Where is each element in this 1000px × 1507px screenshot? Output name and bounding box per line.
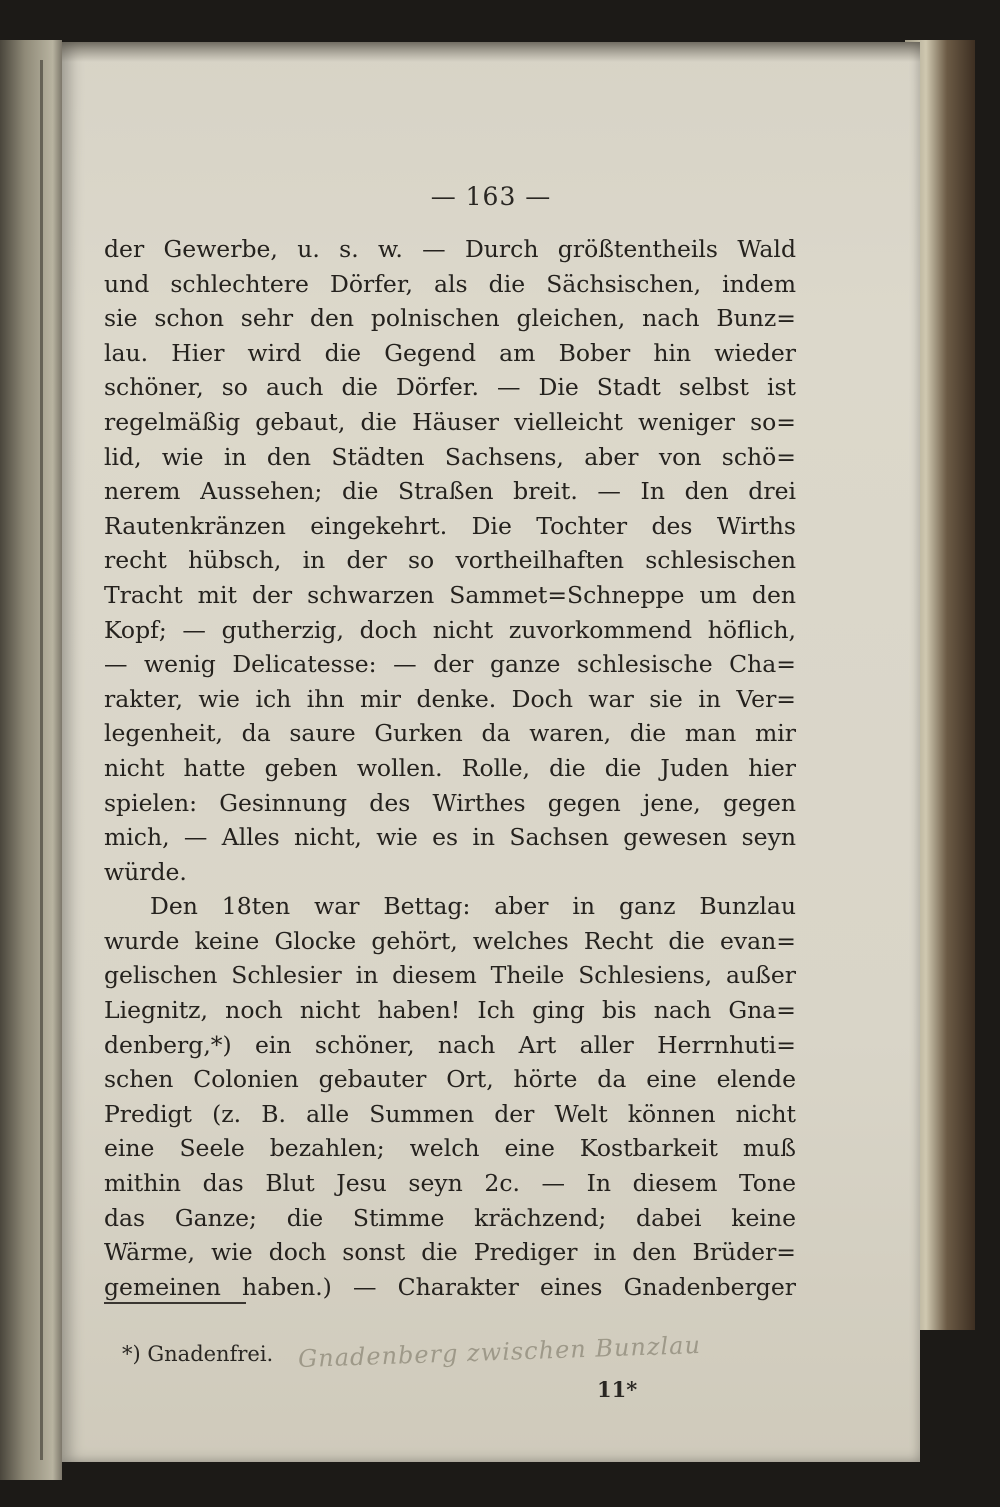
- text-line: lid, wie in den Städten Sachsens, aber von schö=: [104, 442, 796, 471]
- left-page-edge: [0, 40, 62, 1480]
- text-line: Rautenkränzen eingekehrt. Die Tochter des Wirths: [104, 511, 796, 540]
- text-line: Tracht mit der schwarzen Sammet=Schneppe um den: [104, 580, 796, 609]
- text-line: regelmäßig gebaut, die Häuser vielleicht weniger so=: [104, 407, 796, 436]
- text-line: recht hübsch, in der so vortheilhaften schlesischen: [104, 546, 796, 575]
- handwritten-annotation: Gnadenberg zwischen Bunzlau: [297, 1330, 702, 1374]
- text-line: gelischen Schlesier in diesem Theile Schlesiens, außer: [104, 961, 796, 990]
- text-line: mich, — Alles nicht, wie es in Sachsen gewesen seyn: [104, 823, 796, 852]
- binding-shadow: [40, 60, 43, 1460]
- text-line: wurde keine Glocke gehört, welches Recht die evan=: [104, 926, 796, 955]
- text-line: rakter, wie ich ihn mir denke. Doch war sie in Ver=: [104, 684, 796, 713]
- text-line: Predigt (z. B. alle Summen der Welt können nicht: [104, 1099, 796, 1128]
- text-line: lau. Hier wird die Gegend am Bober hin wieder: [104, 338, 796, 367]
- text-line: schöner, so auch die Dörfer. — Die Stadt selbst ist: [104, 373, 796, 402]
- text-line: — wenig Delicatesse: — der ganze schlesische Cha=: [104, 650, 796, 679]
- text-line: Wärme, wie doch sonst die Prediger in den Brüder=: [104, 1238, 796, 1267]
- text-line: Liegnitz, noch nicht haben! Ich ging bis nach Gna=: [104, 996, 796, 1025]
- text-line: Kopf; — gutherzig, doch nicht zuvorkommend höflich,: [104, 615, 796, 644]
- text-line: denberg,*) ein schöner, nach Art aller Herrnhuti=: [104, 1030, 796, 1059]
- text-line: das Ganze; die Stimme krächzend; dabei keine: [104, 1203, 796, 1232]
- page-top-shadow: [62, 42, 920, 62]
- text-line: spielen: Gesinnung des Wirthes gegen jene, gegen: [104, 788, 796, 817]
- text-line: legenheit, da saure Gurken da waren, die man mir: [104, 719, 796, 748]
- text-line: würde.: [104, 857, 187, 886]
- text-line: nerem Aussehen; die Straßen breit. — In den drei: [104, 477, 796, 506]
- signature-mark: 11*: [597, 1377, 638, 1402]
- book-page: [62, 42, 920, 1462]
- text-line: und schlechtere Dörfer, als die Sächsischen, indem: [104, 269, 796, 298]
- footnote: *) Gnadenfrei.: [122, 1342, 274, 1366]
- footnote-rule: [104, 1302, 246, 1304]
- text-line: schen Colonien gebauter Ort, hörte da eine elende: [104, 1065, 796, 1094]
- text-line: der Gewerbe, u. s. w. — Durch größtentheils Wald: [104, 235, 796, 263]
- text-line: sie schon sehr den polnischen gleichen, nach Bunz=: [104, 304, 796, 333]
- text-line: nicht hatte geben wollen. Rolle, die die Juden hier: [104, 753, 796, 782]
- text-line: Den 18ten war Bettag: aber in ganz Bunzlau: [150, 892, 796, 921]
- text-line: eine Seele bezahlen; welch eine Kostbarkeit muß: [104, 1134, 796, 1163]
- page-number: — 163 —: [430, 182, 552, 211]
- text-line: mithin das Blut Jesu seyn 2c. — In diesem Tone: [104, 1169, 796, 1198]
- body-text: [104, 232, 796, 1304]
- text-line: gemeinen haben.) — Charakter eines Gnadenberger: [104, 1272, 796, 1301]
